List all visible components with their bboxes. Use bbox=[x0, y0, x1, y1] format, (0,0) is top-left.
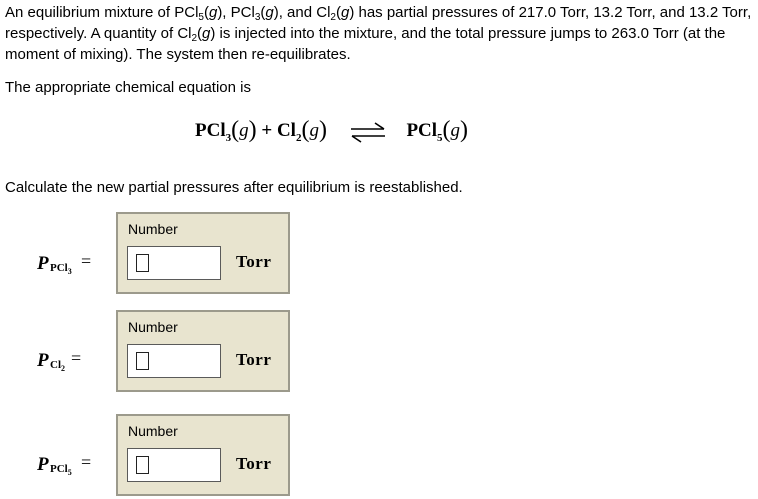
plus-sign: + bbox=[261, 120, 273, 141]
reactant-pcl3: PCl$_3$(g) bbox=[195, 117, 257, 144]
unit-label: Torr bbox=[236, 252, 272, 271]
number-caption: Number bbox=[128, 319, 178, 335]
product-pcl5: PCl$_5$(g) bbox=[406, 117, 469, 144]
answer-box-cl2 bbox=[116, 310, 290, 392]
number-caption: Number bbox=[128, 423, 178, 439]
equation-intro: The appropriate chemical equation is bbox=[5, 79, 251, 96]
pcl3-pressure-input[interactable] bbox=[127, 246, 221, 280]
input-caret bbox=[136, 254, 149, 272]
unit-label: Torr bbox=[236, 350, 272, 369]
problem-statement: An equilibrium mixture of PCl$_5$(g), PCl$_3$(g), and $Cl_2(g)$ has partial pressures of 217.0 Torr, 13.2 Torr, and 13.2 Torr, respectively. A quantity of $Cl_2(g)$ is injected into the mixture, and the total pressure jumps to 263.0 Torr (at the moment of mixing). The system then re-equilibrates. bbox=[5, 4, 752, 63]
label-p-pcl3: P PCl$_3$ = bbox=[37, 251, 92, 276]
unit-label: Torr bbox=[236, 454, 272, 473]
label-p-pcl5: P PCl$_5$ = bbox=[37, 452, 92, 477]
label-p-cl2: P $Cl_2$ = bbox=[37, 348, 82, 373]
chemical-equation bbox=[195, 112, 468, 146]
answer-box-pcl5 bbox=[116, 414, 290, 496]
answer-box-pcl3 bbox=[116, 212, 290, 294]
number-caption: Number bbox=[128, 221, 178, 237]
cl2-pressure-input[interactable] bbox=[127, 344, 221, 378]
equilibrium-arrow-icon bbox=[348, 121, 388, 143]
input-caret bbox=[136, 456, 149, 474]
input-caret bbox=[136, 352, 149, 370]
pcl5-pressure-input[interactable] bbox=[127, 448, 221, 482]
instruction-text: Calculate the new partial pressures after equilibrium is reestablished. bbox=[5, 179, 463, 196]
reactant-cl2: $Cl_2(g)$ bbox=[276, 117, 327, 144]
